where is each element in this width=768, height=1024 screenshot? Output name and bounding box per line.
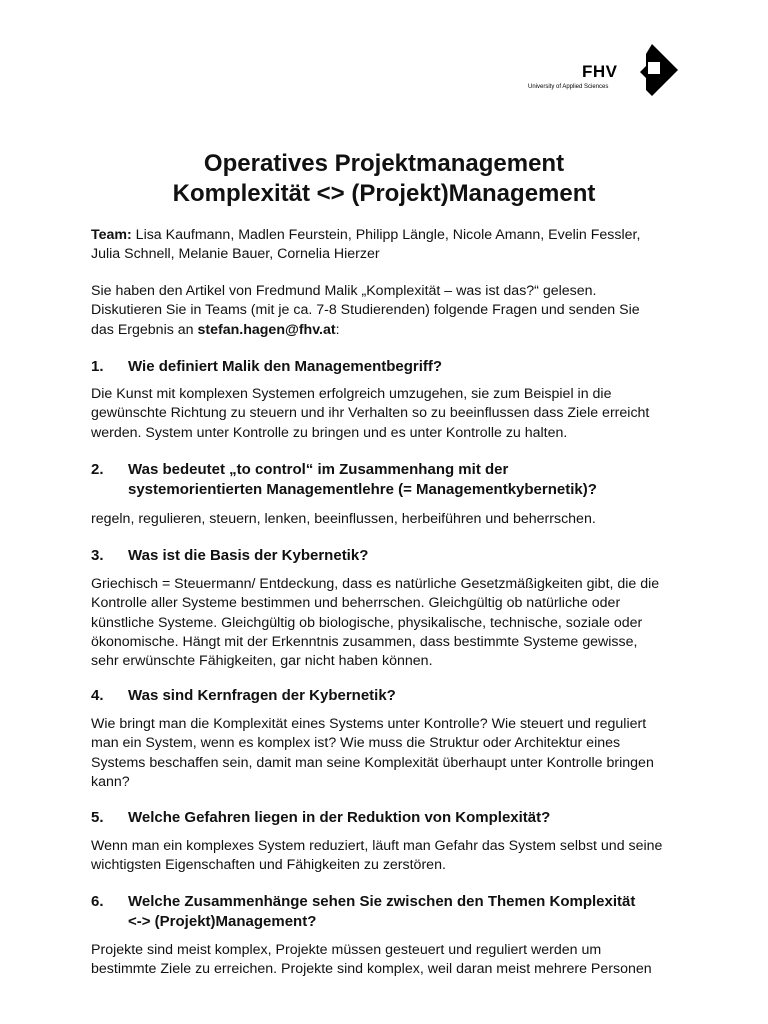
- question-number: 6.: [91, 893, 104, 910]
- team-members-line-2: Julia Schnell, Melanie Bauer, Cornelia Hierzer: [91, 246, 380, 263]
- question-text-line: systemorientierten Managementlehre (= Managementkybernetik)?: [128, 481, 597, 498]
- question-text-line: Wie definiert Malik den Managementbegriff?: [128, 358, 443, 375]
- answer-line: wichtigsten Eigenschaften und Fähigkeiten zu zerstören.: [91, 857, 446, 874]
- answer-line: bestimmte Ziele zu erreichen. Projekte sind komplex, weil daran meist mehrere Personen: [91, 961, 652, 978]
- intro-line-3: das Ergebnis an: [91, 321, 198, 338]
- question-number: 3.: [91, 547, 104, 564]
- answer-3: [91, 575, 685, 671]
- answer-line: Griechisch = Steuermann/ Entdeckung, dass es natürliche Gesetzmäßigkeiten gibt, die die: [91, 576, 660, 592]
- logo-text: FHV: [582, 62, 618, 81]
- fhv-logo: [526, 44, 678, 96]
- question-text-line: Was bedeutet „to control“ im Zusammenhang mit der: [128, 461, 509, 478]
- question-number: 4.: [91, 687, 104, 704]
- fhv-logo-mark-icon: [626, 44, 678, 96]
- answer-line: Projekte sind meist komplex, Projekte müssen gesteuert und reguliert werden um: [91, 942, 602, 958]
- intro-line-3-suffix: :: [335, 321, 340, 338]
- answer-line: Systems beschaffen sein, damit man seine Komplexität überhaupt unter Kontrolle bringen: [91, 754, 654, 771]
- answer-line: kann?: [91, 773, 130, 790]
- answer-line: Kontrolle aller Systeme bestimmen und beherrschen. Gleichgültig ob natürliche oder: [91, 595, 621, 612]
- answer-1: [91, 385, 685, 443]
- question-text-line: Welche Gefahren liegen in der Reduktion von Komplexität?: [128, 809, 551, 826]
- answer-line: gewünschte Richtung zu steuern und ihr Verhalten so zu beeinflussen dass Ziele erreicht: [91, 405, 650, 422]
- intro-line-2: Diskutieren Sie in Teams (mit je ca. 7-8 Studierenden) folgende Fragen und senden Sie: [91, 302, 640, 319]
- answer-line: Wie bringt man die Komplexität eines Systems unter Kontrolle? Wie steuert und reguliert: [91, 716, 647, 732]
- answer-line: ökonomische. Hängt mit der Erkenntnis zusammen, dass bestimmte Systeme gewisse,: [91, 633, 638, 650]
- answer-line: Die Kunst mit komplexen Systemen erfolgreich umzugehen, sie zum Beispiel in die: [91, 386, 612, 402]
- answer-line: man ein System, wenn es komplex ist? Wie muss die Struktur oder Architektur eines: [91, 735, 621, 752]
- team-members-line-1: Lisa Kaufmann, Madlen Feurstein, Philipp Längle, Nicole Amann, Evelin Fessler,: [131, 227, 641, 243]
- intro-paragraph: [91, 282, 685, 340]
- document-title-line-1: Operatives Projektmanagement: [203, 150, 565, 177]
- intro-line-1: Sie haben den Artikel von Fredmund Malik „Komplexität – was ist das?“ gelesen.: [91, 283, 597, 299]
- answer-line: regeln, regulieren, steuern, lenken, beeinflussen, herbeiführen und beherrschen.: [91, 511, 596, 527]
- question-text-line: Welche Zusammenhänge sehen Sie zwischen den Themen Komplexität: [128, 893, 636, 910]
- question-text-line: <-> (Projekt)Management?: [128, 913, 317, 930]
- team-label: Team:: [91, 227, 132, 243]
- team-paragraph: [91, 226, 685, 265]
- answer-line: künstliche Systeme. Gleichgültig ob biologische, physikalische, technische, soziale oder: [91, 614, 643, 631]
- document-title-line-2: Komplexität <> (Projekt)Management: [172, 180, 596, 207]
- answer-4: [91, 715, 685, 792]
- answer-2: [91, 510, 685, 529]
- question-number: 5.: [91, 809, 104, 826]
- contact-email: stefan.hagen@fhv.at: [197, 321, 336, 338]
- question-text-line: Was ist die Basis der Kybernetik?: [128, 547, 369, 564]
- answer-line: werden. System unter Kontrolle zu bringen und es unter Kontrolle zu halten.: [91, 424, 568, 441]
- question-number: 1.: [91, 358, 104, 375]
- answer-6: [91, 941, 685, 980]
- answer-line: sehr erwünschte Fähigkeiten, gar nicht haben können.: [91, 653, 433, 670]
- logo-subtitle: University of Applied Sciences: [528, 84, 609, 90]
- answer-5: [91, 837, 685, 876]
- question-text-line: Was sind Kernfragen der Kybernetik?: [128, 687, 396, 704]
- question-number: 2.: [91, 461, 104, 478]
- answer-line: Wenn man ein komplexes System reduziert, läuft man Gefahr das System selbst und seine: [91, 838, 663, 854]
